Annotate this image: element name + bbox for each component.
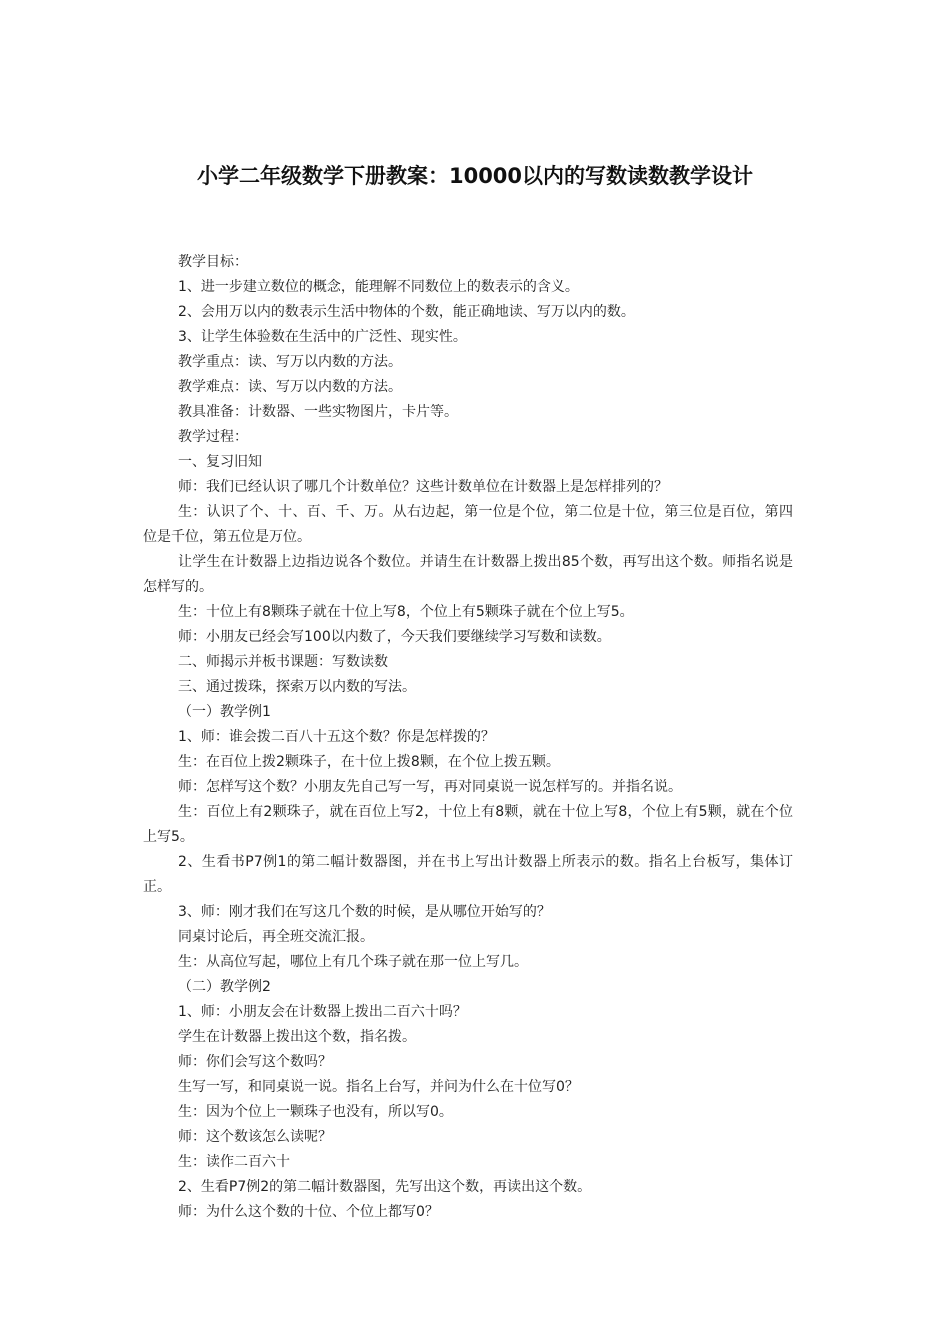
paragraph: 生：十位上有8颗珠子就在十位上写8，个位上有5颗珠子就在个位上写5。	[178, 604, 634, 620]
document-body	[143, 250, 793, 1225]
paragraph: 学生在计数器上拨出这个数，指名拨。	[178, 1029, 416, 1045]
paragraph: 师：这个数该怎么读呢？	[178, 1129, 332, 1145]
paragraph: 生写一写，和同桌说一说。指名上台写，并问为什么在十位写0？	[178, 1079, 579, 1095]
paragraph: 师：怎样写这个数？小朋友先自己写一写，再对同桌说一说怎样写的。并指名说。	[178, 779, 682, 795]
paragraph: 教学重点：读、写万以内数的方法。	[178, 354, 402, 370]
paragraph: 2、会用万以内的数表示生活中物体的个数，能正确地读、写万以内的数。	[178, 304, 635, 320]
paragraph: 二、师揭示并板书课题：写数读数	[178, 654, 388, 670]
paragraph: 同桌讨论后，再全班交流汇报。	[178, 929, 374, 945]
paragraph: 生：因为个位上一颗珠子也没有，所以写0。	[178, 1104, 453, 1120]
paragraph: 生：在百位上拨2颗珠子，在十位上拨8颗，在个位上拨五颗。	[178, 754, 560, 770]
paragraph: 教学难点：读、写万以内数的方法。	[178, 379, 402, 395]
paragraph: 生：百位上有2颗珠子，就在百位上写2，十位上有8颗，就在十位上写8，个位上有5颗，就在个位上写5。	[143, 804, 793, 845]
paragraph: 一、复习旧知	[178, 454, 262, 470]
paragraph: 师：你们会写这个数吗？	[178, 1054, 332, 1070]
paragraph: 生：读作二百六十	[178, 1154, 290, 1170]
paragraph: 1、师：小朋友会在计数器上拨出二百六十吗？	[178, 1004, 467, 1020]
paragraph: （一）教学例1	[178, 704, 271, 720]
paragraph: 3、让学生体验数在生活中的广泛性、现实性。	[178, 329, 467, 345]
paragraph: 师：为什么这个数的十位、个位上都写0？	[178, 1204, 439, 1220]
paragraph: 2、生看书P7例1的第二幅计数器图，并在书上写出计数器上所表示的数。指名上台板写，集体订正。	[143, 854, 793, 895]
paragraph: 教学过程：	[178, 429, 248, 445]
paragraph: 让学生在计数器上边指边说各个数位。并请生在计数器上拨出85个数，再写出这个数。师指名说是怎样写的。	[143, 554, 793, 595]
paragraph: 师：小朋友已经会写100以内数了，今天我们要继续学习写数和读数。	[178, 629, 611, 645]
paragraph: 生：从高位写起，哪位上有几个珠子就在那一位上写几。	[178, 954, 528, 970]
paragraph: 1、进一步建立数位的概念，能理解不同数位上的数表示的含义。	[178, 279, 579, 295]
paragraph: 三、通过拨珠，探索万以内数的写法。	[178, 679, 416, 695]
paragraph: 1、师：谁会拨二百八十五这个数？你是怎样拨的？	[178, 729, 495, 745]
document-title: 小学二年级数学下册教案：10000以内的写数读数教学设计	[196, 164, 754, 188]
paragraph: 师：我们已经认识了哪几个计数单位？这些计数单位在计数器上是怎样排列的？	[178, 479, 668, 495]
paragraph: 生：认识了个、十、百、千、万。从右边起，第一位是个位，第二位是十位，第三位是百位，第四位是千位，第五位是万位。	[143, 504, 793, 545]
paragraph: 教具准备：计数器、一些实物图片，卡片等。	[178, 404, 458, 420]
paragraph: 教学目标：	[178, 254, 248, 270]
paragraph: 2、生看P7例2的第二幅计数器图，先写出这个数，再读出这个数。	[178, 1179, 592, 1195]
paragraph: 3、师：刚才我们在写这几个数的时候，是从哪位开始写的？	[178, 904, 551, 920]
paragraph: （二）教学例2	[178, 979, 271, 995]
